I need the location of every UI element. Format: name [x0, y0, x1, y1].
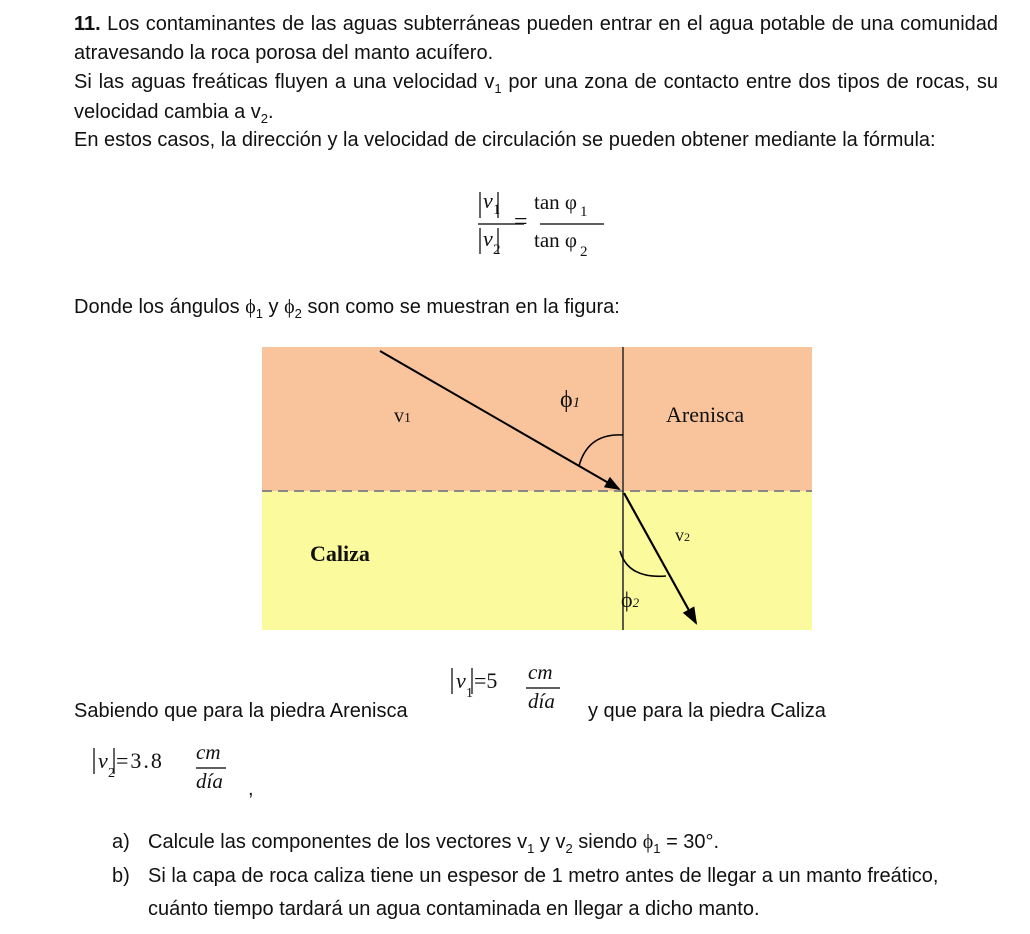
problem-intro-text: Los contaminantes de las aguas subterráneas pueden entrar en el agua potable de una comunidad atravesando la roca porosa del manto acuífero. — [74, 13, 998, 64]
problem-line3: En estos casos, la dirección y la velocidad de circulación se pueden obtener mediante la fórmula: — [74, 129, 936, 151]
given-v2-v: v — [98, 748, 108, 773]
given-text-b: y que para la piedra Caliza — [588, 700, 826, 722]
given-v2 — [92, 738, 262, 798]
question-a-letter: a) — [112, 831, 130, 853]
formula-den-sub: 2 — [493, 242, 501, 258]
formula-tan-den-sub: 2 — [580, 244, 588, 260]
formula-tan-num-sub: 1 — [580, 204, 588, 220]
questions-list — [112, 826, 992, 926]
question-a — [112, 826, 992, 860]
question-a-text: Calcule las componentes de los vectores $v_1$ y $v_2$ siendo $\phi_1 = 30^\circ$. — [148, 831, 720, 856]
angles-sentence: Donde los ángulos $\phi_1$ y $\phi_2$ son como se muestran en la figura: — [74, 296, 620, 321]
question-b-letter: b) — [112, 865, 130, 887]
given-v2-unit-den: día — [196, 769, 223, 793]
given-text-a: Sabiendo que para la piedra Arenisca — [74, 700, 408, 722]
given-v1-unit-num: cm — [528, 660, 553, 684]
formula-equals: = — [514, 209, 528, 235]
given-v1-unit-den: día — [528, 689, 555, 713]
given-v1-value: =5 — [474, 668, 498, 693]
arenisca-label: Arenisca — [666, 402, 745, 427]
formula-tan-num: tan φ — [534, 190, 578, 214]
refraction-figure — [262, 347, 812, 630]
phi1-label: ϕ1 — [560, 387, 581, 413]
given-v2-unit-num: cm — [196, 740, 221, 764]
formula-den-v: v — [483, 226, 493, 251]
problem-line2: Si las aguas freáticas fluyen a una velocidad $v_1$ por una zona de contacto entre dos tipos de rocas, su velocidad cambia a $v_2$. — [74, 71, 998, 126]
formula-num-v: v — [483, 188, 493, 213]
figure-drawing — [262, 347, 812, 630]
phi2-label: ϕ2 — [621, 587, 640, 612]
question-b — [112, 860, 992, 926]
formula-tan-den: tan φ — [534, 228, 578, 252]
question-b-text: Si la capa de roca caliza tiene un espesor de 1 metro antes de llegar a un manto freático, cuánto tiempo tardará un agua contaminada en llegar a dicho manto. — [148, 865, 939, 920]
given-v1-v: v — [456, 668, 466, 693]
v1-label: v1 — [394, 405, 411, 427]
problem-number: 11. — [74, 13, 101, 35]
v2-label: v2 — [675, 525, 690, 545]
caliza-label: Caliza — [310, 541, 370, 566]
given-v1-sub: 1 — [466, 686, 473, 701]
formula — [470, 188, 610, 270]
given-v1 — [450, 660, 580, 720]
given-comma: , — [248, 778, 254, 800]
formula-num-sub: 1 — [493, 202, 501, 218]
given-v2-sub: 2 — [108, 766, 115, 781]
given-v2-value: =3.8 — [116, 748, 164, 773]
problem-intro — [74, 10, 998, 68]
